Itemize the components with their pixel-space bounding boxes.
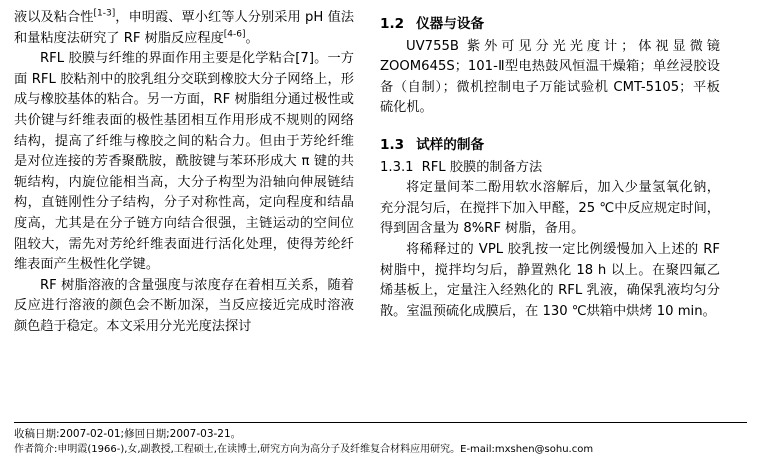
section-gap <box>380 119 720 129</box>
left-column <box>14 8 354 408</box>
footer-divider <box>14 422 747 423</box>
section-title: 仪器与设备 <box>416 16 485 32</box>
paragraph-text-before-citation: 液以及粘合性 <box>14 10 94 25</box>
section-number: 1.3 <box>380 136 405 153</box>
paragraph-resorcinol-prep: 将定量间苯二酚用软水溶解后，加入少量氢氧化钠，充分混匀后，在搅拌下加入甲醛，25 ℃中反应规定时间，得到固含量为 8%RF 树脂，备用。 <box>380 180 720 237</box>
section-number: 1.2 <box>380 16 405 32</box>
citation-marker-2: [4-6] <box>223 29 246 40</box>
paragraph-text-after-citation: ，申明霞、覃小红等人分别采用 pH 值法和量粘度法研究了 RF 树脂反应程度 <box>14 10 355 46</box>
paragraph-tail: 。 <box>245 30 259 46</box>
paragraph-latex-mixing: 将稀释过的 VPL 胶乳按一定比例缓慢加入上述的 RF 树脂中，搅拌均匀后，静置熟化 18 h 以上。在聚四氟乙烯基板上，定量注入经熟化的 RFL 乳液，确保乳液均匀分散。室温预硫化成膜后，在 130 ℃烘箱中烘烤 10 min。 <box>380 241 720 319</box>
section-heading-sample-prep <box>380 135 720 156</box>
page-footer <box>14 422 747 457</box>
citation-marker: [1-3] <box>93 8 116 19</box>
footer-received-date: 收稿日期:2007-02-01;修回日期;2007-03-21。 <box>14 428 242 440</box>
paragraph-rf-resin-color: RF 树脂溶液的含量强度与浓度存在着相互关系，随着反应进行溶液的颜色会不断加深，当反应接近完成时溶液颜色趋于稳定。本文采用分光光度法探讨 <box>14 277 354 334</box>
paragraph-continuation <box>14 8 354 49</box>
section-title: 试样的制备 <box>416 136 485 153</box>
two-column-body <box>14 8 747 408</box>
section-heading-instruments <box>380 14 720 35</box>
right-column <box>380 8 720 408</box>
subsection-number: 1.3.1 <box>380 159 414 175</box>
subsection-title: RFL 胶膜的制备方法 <box>421 159 543 175</box>
subsection-heading-rfl-film <box>380 158 720 179</box>
footer-author-bio: 作者简介:申明霞(1966-),女,副教授,工程硕士,在读博士,研究方向为高分子及纤维复合材料应用研究。E-mail:mxshen@sohu.com <box>14 444 594 455</box>
paragraph-instruments-list: UV755B 紫外可见分光光度计；体视显微镜 ZOOM645S；101-Ⅱ型电热鼓风恒温干燥箱；单丝浸胶设备（自制）；微机控制电子万能试验机 CMT-5105；平板硫化机。 <box>380 38 720 116</box>
paragraph-interface-chemistry: RFL 胶膜与纤维的界面作用主要是化学粘合[7]。一方面 RFL 胶粘剂中的胶乳组分交联到橡胶大分子网络上，形成与橡胶基体的粘合。另一方面，RF 树脂组分通过极性或共价键与纤维表面的极性基团相互作用形成不规则的网络结构，提高了纤维与橡胶之间的粘合力。但由于芳纶纤维是对位连接的芳香聚酰胺，酰胺键与苯环形成大 π 键的共轭结构，内旋位能相当高，大分子构型为沿轴向伸展链结构，直链刚性分子结构，分子对称性高，定向程度和结晶度高，尤其是在分子链方向结合很强，主链运动的空间位阻较大，需先对芳纶纤维表面进行活化处理，使得芳纶纤维表面产生极性化学键。 <box>14 51 354 273</box>
